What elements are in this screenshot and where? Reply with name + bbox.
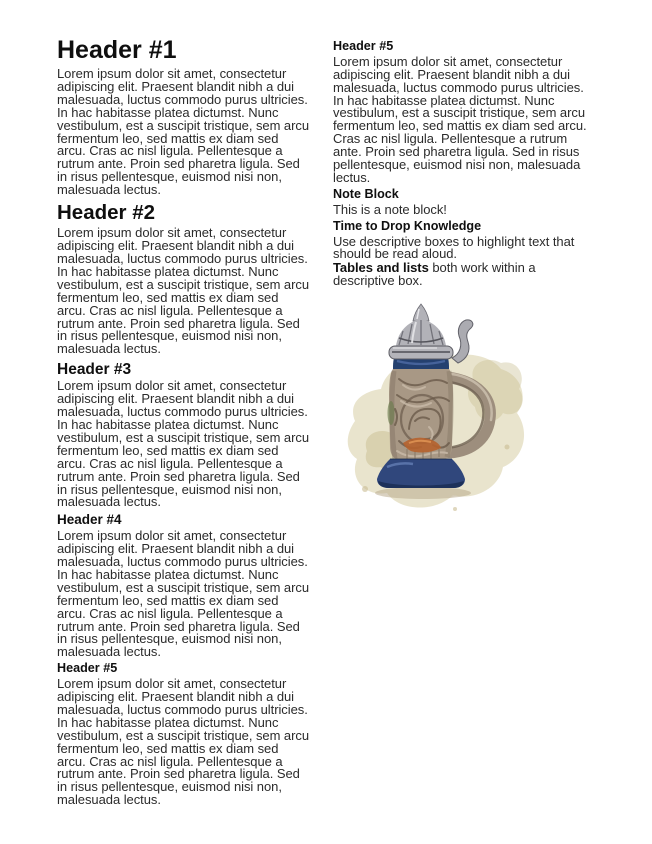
heading-3: Header #3 [57, 361, 132, 379]
heading-4: Header #4 [57, 512, 122, 528]
paragraph-4: Lorem ipsum dolor sit amet, consectetur adipiscing elit. Praesent blandit nibh a dui malesuada, luctus commodo purus ultricies. In hac habitasse platea dictumst. Nunc vestibulum, est a suscipit tristique, sem arcu fermentum leo, sed mattis ex diam sed arcu. Cras ac nisl ligula. Pellentesque a rutrum ante. Proin sed pharetra ligula. Sed in risus pellentesque, euismod nisi non, malesuada lectus. [57, 528, 310, 660]
stein-lid [389, 304, 473, 363]
section-header-3 [57, 361, 310, 509]
heading-5: Header #5 [57, 661, 118, 676]
beer-stein-illustration [337, 301, 587, 516]
right-column [333, 37, 593, 844]
paragraph-2: Lorem ipsum dolor sit amet, consectetur adipiscing elit. Praesent blandit nibh a dui malesuada, luctus commodo purus ultricies. In hac habitasse platea dictumst. Nunc vestibulum, est a suscipit tristique, sem arcu fermentum leo, sed mattis ex diam sed arcu. Cras ac nisl ligula. Pellentesque a rutrum ante. Proin sed pharetra ligula. Sed in risus pellentesque, euismod nisi non, malesuada lectus. [57, 225, 310, 357]
knowledge-block [333, 220, 593, 288]
section-header-4 [57, 513, 310, 659]
paragraph-6: Lorem ipsum dolor sit amet, consectetur adipiscing elit. Praesent blandit nibh a dui malesuada, luctus commodo purus ultricies. In hac habitasse platea dictumst. Nunc vestibulum, est a suscipit tristique, sem arcu fermentum leo, sed mattis ex diam sed arcu. Cras ac nisl ligula. Pellentesque a rutrum ante. Proin sed pharetra ligula. Sed in risus pellentesque, euismod nisi non, malesuada lectus. [333, 53, 587, 185]
paragraph-3: Lorem ipsum dolor sit amet, consectetur adipiscing elit. Praesent blandit nibh a dui malesuada, luctus commodo purus ultricies. In hac habitasse platea dictumst. Nunc vestibulum, est a suscipit tristique, sem arcu fermentum leo, sed mattis ex diam sed arcu. Cras ac nisl ligula. Pellentesque a rutrum ante. Proin sed pharetra ligula. Sed in risus pellentesque, euismod nisi non, malesuada lectus. [57, 378, 310, 510]
section-header-1 [57, 37, 310, 197]
heading-1: Header #1 [57, 36, 177, 64]
paragraph-1: Lorem ipsum dolor sit amet, consectetur adipiscing elit. Praesent blandit nibh a dui malesuada, luctus commodo purus ultricies. In hac habitasse platea dictumst. Nunc vestibulum, est a suscipit tristique, sem arcu fermentum leo, sed mattis ex diam sed arcu. Cras ac nisl ligula. Pellentesque a rutrum ante. Proin sed pharetra ligula. Sed in risus pellentesque, euismod nisi non, malesuada lectus. [57, 66, 310, 198]
note-block-title: Note Block [333, 186, 399, 201]
tables-lists-text [333, 262, 593, 288]
heading-5-right: Header #5 [333, 39, 394, 53]
section-header-2 [57, 202, 310, 356]
knowledge-block-title: Time to Drop Knowledge [333, 218, 482, 233]
knowledge-block-text: Use descriptive boxes to highlight text that should be read aloud. [333, 233, 575, 262]
tables-lists-rest: both work within a descriptive box. [333, 260, 536, 289]
stein-top-band [393, 358, 449, 369]
green-accent [388, 401, 395, 425]
lid-finial [413, 304, 429, 321]
note-block [333, 188, 593, 217]
section-header-5-left [57, 662, 310, 807]
section-header-5-right [333, 40, 593, 185]
tables-lists-bold: Tables and lists [333, 260, 429, 276]
heading-2: Header #2 [57, 201, 156, 225]
stein-body [388, 369, 454, 461]
stein-shadow [375, 487, 471, 499]
paragraph-5: Lorem ipsum dolor sit amet, consectetur adipiscing elit. Praesent blandit nibh a dui malesuada, luctus commodo purus ultricies. In hac habitasse platea dictumst. Nunc vestibulum, est a suscipit tristique, sem arcu fermentum leo, sed mattis ex diam sed arcu. Cras ac nisl ligula. Pellentesque a rutrum ante. Proin sed pharetra ligula. Sed in risus pellentesque, euismod nisi non, malesuada lectus. [57, 676, 310, 808]
stein-base [377, 459, 465, 488]
left-column [57, 37, 310, 844]
note-block-text: This is a note block! [333, 201, 447, 217]
